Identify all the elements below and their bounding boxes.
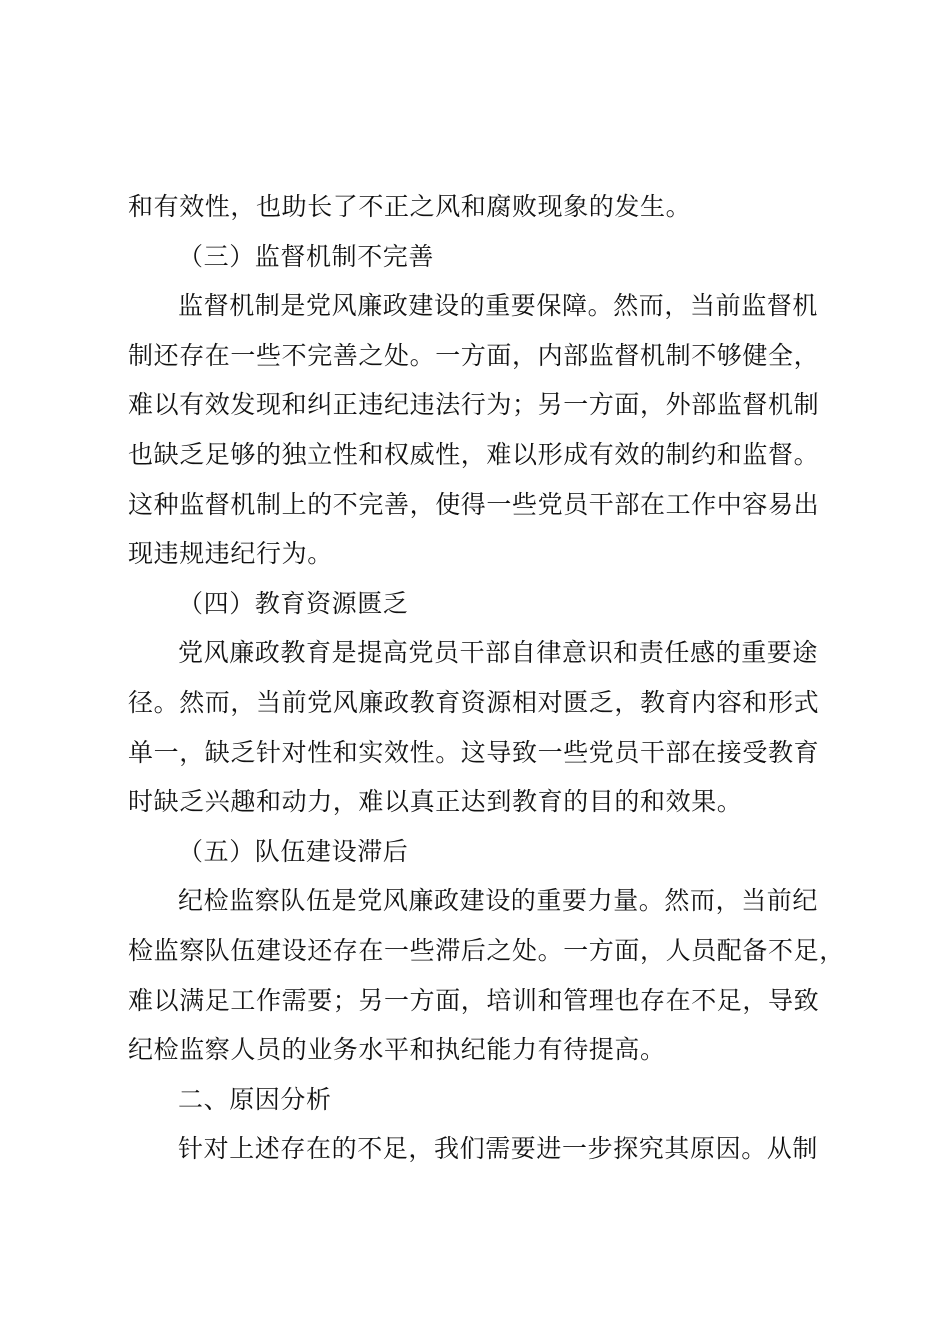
paragraph-line: 这种监督机制上的不完善，使得一些党员干部在工作中容易出 bbox=[128, 489, 820, 519]
paragraph-line: 纪检监察队伍是党风廉政建设的重要力量。然而，当前纪 bbox=[178, 886, 819, 916]
paragraph-line: 也缺乏足够的独立性和权威性，难以形成有效的制约和监督。 bbox=[128, 439, 820, 469]
section-heading-4: （四）教育资源匮乏 bbox=[178, 588, 409, 618]
paragraph-line: 纪检监察人员的业务水平和执纪能力有待提高。 bbox=[128, 1035, 666, 1065]
paragraph-line: 难以满足工作需要；另一方面，培训和管理也存在不足，导致 bbox=[128, 985, 820, 1015]
paragraph-line: 党风廉政教育是提高党员干部自律意识和责任感的重要途 bbox=[178, 638, 819, 668]
section-heading-reason-analysis: 二、原因分析 bbox=[178, 1084, 332, 1114]
paragraph-line: 监督机制是党风廉政建设的重要保障。然而，当前监督机 bbox=[178, 291, 819, 321]
document-body bbox=[128, 182, 845, 1174]
paragraph-line: 和有效性，也助长了不正之风和腐败现象的发生。 bbox=[128, 192, 692, 221]
paragraph-line: 径。然而，当前党风廉政教育资源相对匮乏，教育内容和形式 bbox=[128, 687, 820, 717]
paragraph-line: 检监察队伍建设还存在一些滞后之处。一方面，人员配备不足， bbox=[128, 935, 845, 965]
paragraph-line: 制还存在一些不完善之处。一方面，内部监督机制不够健全， bbox=[128, 340, 820, 370]
paragraph-line: 针对上述存在的不足，我们需要进一步探究其原因。从制 bbox=[178, 1134, 819, 1164]
paragraph-line: 单一，缺乏针对性和实效性。这导致一些党员干部在接受教育 bbox=[128, 737, 820, 767]
section-heading-3: （三）监督机制不完善 bbox=[178, 241, 435, 271]
paragraph-line: 现违规违纪行为。 bbox=[128, 539, 333, 569]
paragraph-line: 时缺乏兴趣和动力，难以真正达到教育的目的和效果。 bbox=[128, 787, 743, 817]
section-heading-5: （五）队伍建设滞后 bbox=[178, 836, 409, 866]
paragraph-line: 难以有效发现和纠正违纪违法行为；另一方面，外部监督机制 bbox=[128, 390, 820, 420]
